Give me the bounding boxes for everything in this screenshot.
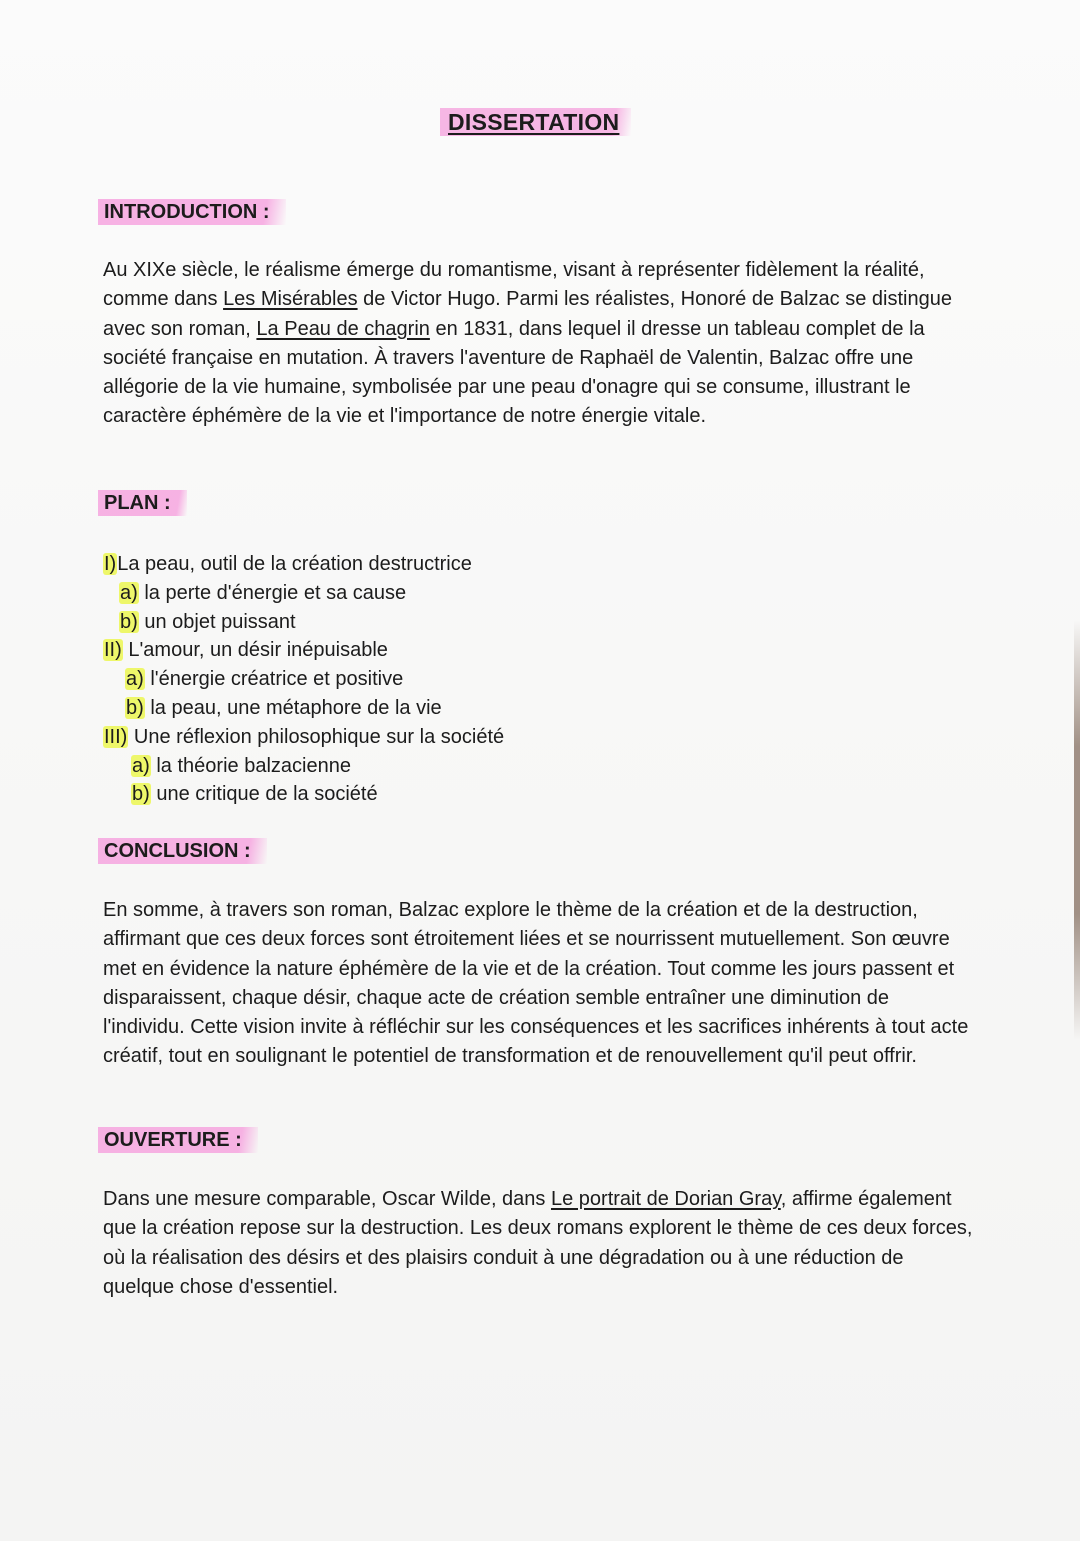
- plan-subitem: [103, 608, 504, 637]
- plan-subitem: [103, 694, 504, 723]
- book-title-les-miserables: Les Misérables: [223, 288, 358, 311]
- plan-item-text: l'énergie créatrice et positive: [150, 668, 404, 691]
- plan-item-text: L'amour, un désir inépuisable: [128, 639, 388, 662]
- plan-item-text: Une réflexion philosophique sur la société: [133, 725, 505, 748]
- plan-subitem: [103, 780, 504, 809]
- introduction-paragraph: [103, 256, 973, 432]
- plan-item-marker: II): [104, 639, 122, 662]
- introduction-text-3: en 1831, dans lequel il dresse un tableau complet de la société française en mutation. À travers l'aventure de Raphaël de Valentin, Balzac offre une allégorie de la vie humaine, symbolisée par une peau d'onagre qui se consume, illustrant le caractère éphémère de la vie et l'importance de notre énergie vitale.: [103, 317, 925, 428]
- plan-item-text: La peau, outil de la création destructrice: [117, 553, 472, 575]
- ouverture-text-2: , affirme également que la création repose sur la destruction. Les deux romans explorent le thème de ces deux forces, où la réalisation des désirs et des plaisirs conduit à une dégradation ou à une réduction de quelque chose d'essentiel.: [103, 1188, 973, 1298]
- book-title-dorian-gray: Le portrait de Dorian Gray: [550, 1188, 781, 1210]
- plan-item-marker: b): [120, 610, 138, 633]
- plan-item-marker: a): [132, 754, 150, 777]
- plan-item-text: la théorie balzacienne: [156, 754, 351, 777]
- plan-item: [103, 636, 504, 665]
- plan-outline: [103, 550, 504, 809]
- plan-subitem: [103, 752, 504, 781]
- plan-subitem: [103, 579, 504, 608]
- plan-item-marker: a): [126, 668, 144, 691]
- plan-item-text: un objet puissant: [144, 610, 296, 633]
- plan-item-marker: a): [120, 581, 138, 604]
- plan-subitem: [103, 665, 504, 694]
- plan-item: [103, 723, 504, 752]
- plan-item-marker: III): [104, 725, 128, 748]
- introduction-text-2: de Victor Hugo. Parmi les réalistes, Honoré de Balzac se distingue avec son roman,: [103, 288, 952, 340]
- plan-heading: PLAN :: [98, 490, 187, 516]
- introduction-text-1: Au XIXe siècle, le réalisme émerge du romantisme, visant à représenter fidèlement la réalité, comme dans: [103, 259, 925, 311]
- plan-item-text: la perte d'énergie et sa cause: [144, 581, 407, 604]
- conclusion-heading: CONCLUSION :: [98, 838, 267, 864]
- introduction-heading: INTRODUCTION :: [98, 199, 286, 225]
- book-title-la-peau-de-chagrin: La Peau de chagrin: [256, 317, 430, 340]
- plan-item: [103, 550, 504, 579]
- conclusion-paragraph: En somme, à travers son roman, Balzac explore le thème de la création et de la destruction, affirmant que ces deux forces sont étroitement liées et se nourrissent mutuellement. Son œuvre met en évidence la nature éphémère de la vie et de la création. Tout comme les jours passent et disparaissent, chaque désir, chaque acte de création semble entraîner une diminution de l'individu. Cette vision invite à réfléchir sur les conséquences et les sacrifices inhérents à tout acte créatif, tout en soulignant le potentiel de transformation et de renouvellement qu'il peut offrir.: [103, 899, 969, 1068]
- plan-item-marker: I): [104, 553, 117, 575]
- ouverture-heading: OUVERTURE :: [98, 1127, 258, 1153]
- page-title: DISSERTATION: [440, 108, 631, 136]
- plan-item-marker: b): [132, 783, 150, 806]
- plan-item-text: une critique de la société: [156, 783, 378, 806]
- plan-item-marker: b): [126, 696, 144, 719]
- ouverture-text-1: Dans une mesure comparable, Oscar Wilde, dans: [103, 1188, 551, 1210]
- ouverture-paragraph: [103, 1185, 973, 1302]
- plan-item-text: la peau, une métaphore de la vie: [150, 696, 442, 719]
